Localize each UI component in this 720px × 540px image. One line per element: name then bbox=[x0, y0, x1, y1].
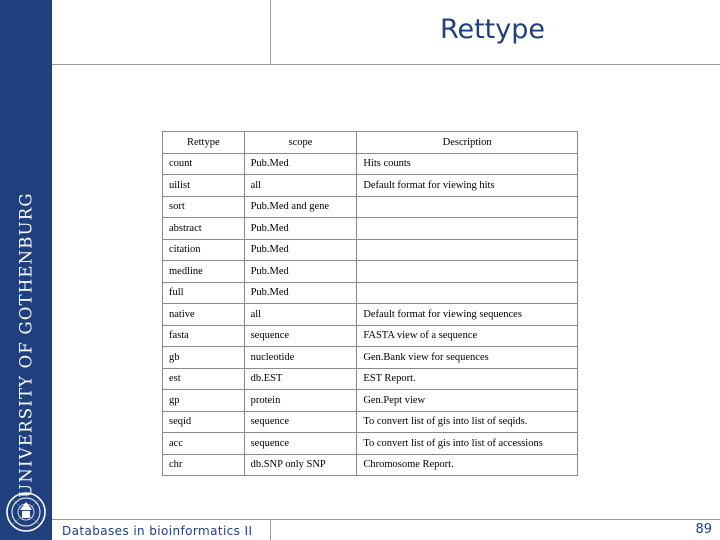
footer-divider bbox=[270, 519, 271, 540]
column-header-rettype: Rettype bbox=[163, 132, 245, 154]
cell-rettype: medline bbox=[163, 261, 245, 283]
header-rule bbox=[52, 64, 720, 65]
university-name: UNIVERSITY OF GOTHENBURG bbox=[16, 192, 36, 498]
cell-rettype: seqid bbox=[163, 411, 245, 433]
column-header-scope: scope bbox=[244, 132, 357, 154]
cell-scope: Pub.Med bbox=[244, 218, 357, 240]
table-row bbox=[163, 218, 578, 240]
cell-description: To convert list of gis into list of seqids. bbox=[357, 411, 578, 433]
table-row bbox=[163, 325, 578, 347]
cell-rettype: sort bbox=[163, 196, 245, 218]
column-header-description: Description bbox=[357, 132, 578, 154]
cell-description bbox=[357, 196, 578, 218]
table-row bbox=[163, 282, 578, 304]
rettype-table bbox=[162, 131, 578, 476]
page-number: 89 bbox=[695, 522, 712, 537]
cell-description: EST Report. bbox=[357, 368, 578, 390]
cell-rettype: uilist bbox=[163, 175, 245, 197]
table-body bbox=[163, 153, 578, 476]
cell-description: To convert list of gis into list of accessions bbox=[357, 433, 578, 455]
cell-rettype: gp bbox=[163, 390, 245, 412]
cell-scope: sequence bbox=[244, 325, 357, 347]
cell-rettype: est bbox=[163, 368, 245, 390]
table-row bbox=[163, 411, 578, 433]
cell-scope: db.EST bbox=[244, 368, 357, 390]
table-row bbox=[163, 347, 578, 369]
cell-rettype: fasta bbox=[163, 325, 245, 347]
cell-rettype: count bbox=[163, 153, 245, 175]
cell-description bbox=[357, 239, 578, 261]
university-seal-icon bbox=[5, 488, 47, 534]
slide-title: Rettype bbox=[439, 14, 545, 45]
header-divider bbox=[270, 0, 271, 64]
cell-scope: Pub.Med bbox=[244, 261, 357, 283]
cell-scope: all bbox=[244, 304, 357, 326]
cell-scope: protein bbox=[244, 390, 357, 412]
footer-rule bbox=[52, 519, 720, 520]
cell-rettype: abstract bbox=[163, 218, 245, 240]
table-row bbox=[163, 454, 578, 476]
cell-rettype: citation bbox=[163, 239, 245, 261]
sidebar bbox=[0, 0, 52, 540]
cell-description: FASTA view of a sequence bbox=[357, 325, 578, 347]
cell-description: Chromosome Report. bbox=[357, 454, 578, 476]
table-row bbox=[163, 239, 578, 261]
cell-scope: Pub.Med and gene bbox=[244, 196, 357, 218]
cell-scope: sequence bbox=[244, 411, 357, 433]
cell-description: Default format for viewing hits bbox=[357, 175, 578, 197]
table-row bbox=[163, 196, 578, 218]
cell-rettype: full bbox=[163, 282, 245, 304]
table-header-row bbox=[163, 132, 578, 154]
cell-rettype: native bbox=[163, 304, 245, 326]
cell-scope: db.SNP only SNP bbox=[244, 454, 357, 476]
cell-description: Gen.Bank view for sequences bbox=[357, 347, 578, 369]
cell-scope: Pub.Med bbox=[244, 282, 357, 304]
cell-description: Hits counts bbox=[357, 153, 578, 175]
table-row bbox=[163, 261, 578, 283]
cell-scope: Pub.Med bbox=[244, 239, 357, 261]
cell-rettype: gb bbox=[163, 347, 245, 369]
table-row bbox=[163, 153, 578, 175]
cell-description: Default format for viewing sequences bbox=[357, 304, 578, 326]
footer-course-title: Databases in bioinformatics II bbox=[62, 524, 253, 538]
cell-description bbox=[357, 282, 578, 304]
cell-description bbox=[357, 261, 578, 283]
table-row bbox=[163, 433, 578, 455]
cell-scope: Pub.Med bbox=[244, 153, 357, 175]
table-row bbox=[163, 304, 578, 326]
cell-rettype: chr bbox=[163, 454, 245, 476]
cell-scope: sequence bbox=[244, 433, 357, 455]
cell-scope: nucleotide bbox=[244, 347, 357, 369]
cell-description: Gen.Pept view bbox=[357, 390, 578, 412]
cell-rettype: acc bbox=[163, 433, 245, 455]
cell-scope: all bbox=[244, 175, 357, 197]
cell-description bbox=[357, 218, 578, 240]
table-row bbox=[163, 390, 578, 412]
table-row bbox=[163, 175, 578, 197]
table-row bbox=[163, 368, 578, 390]
